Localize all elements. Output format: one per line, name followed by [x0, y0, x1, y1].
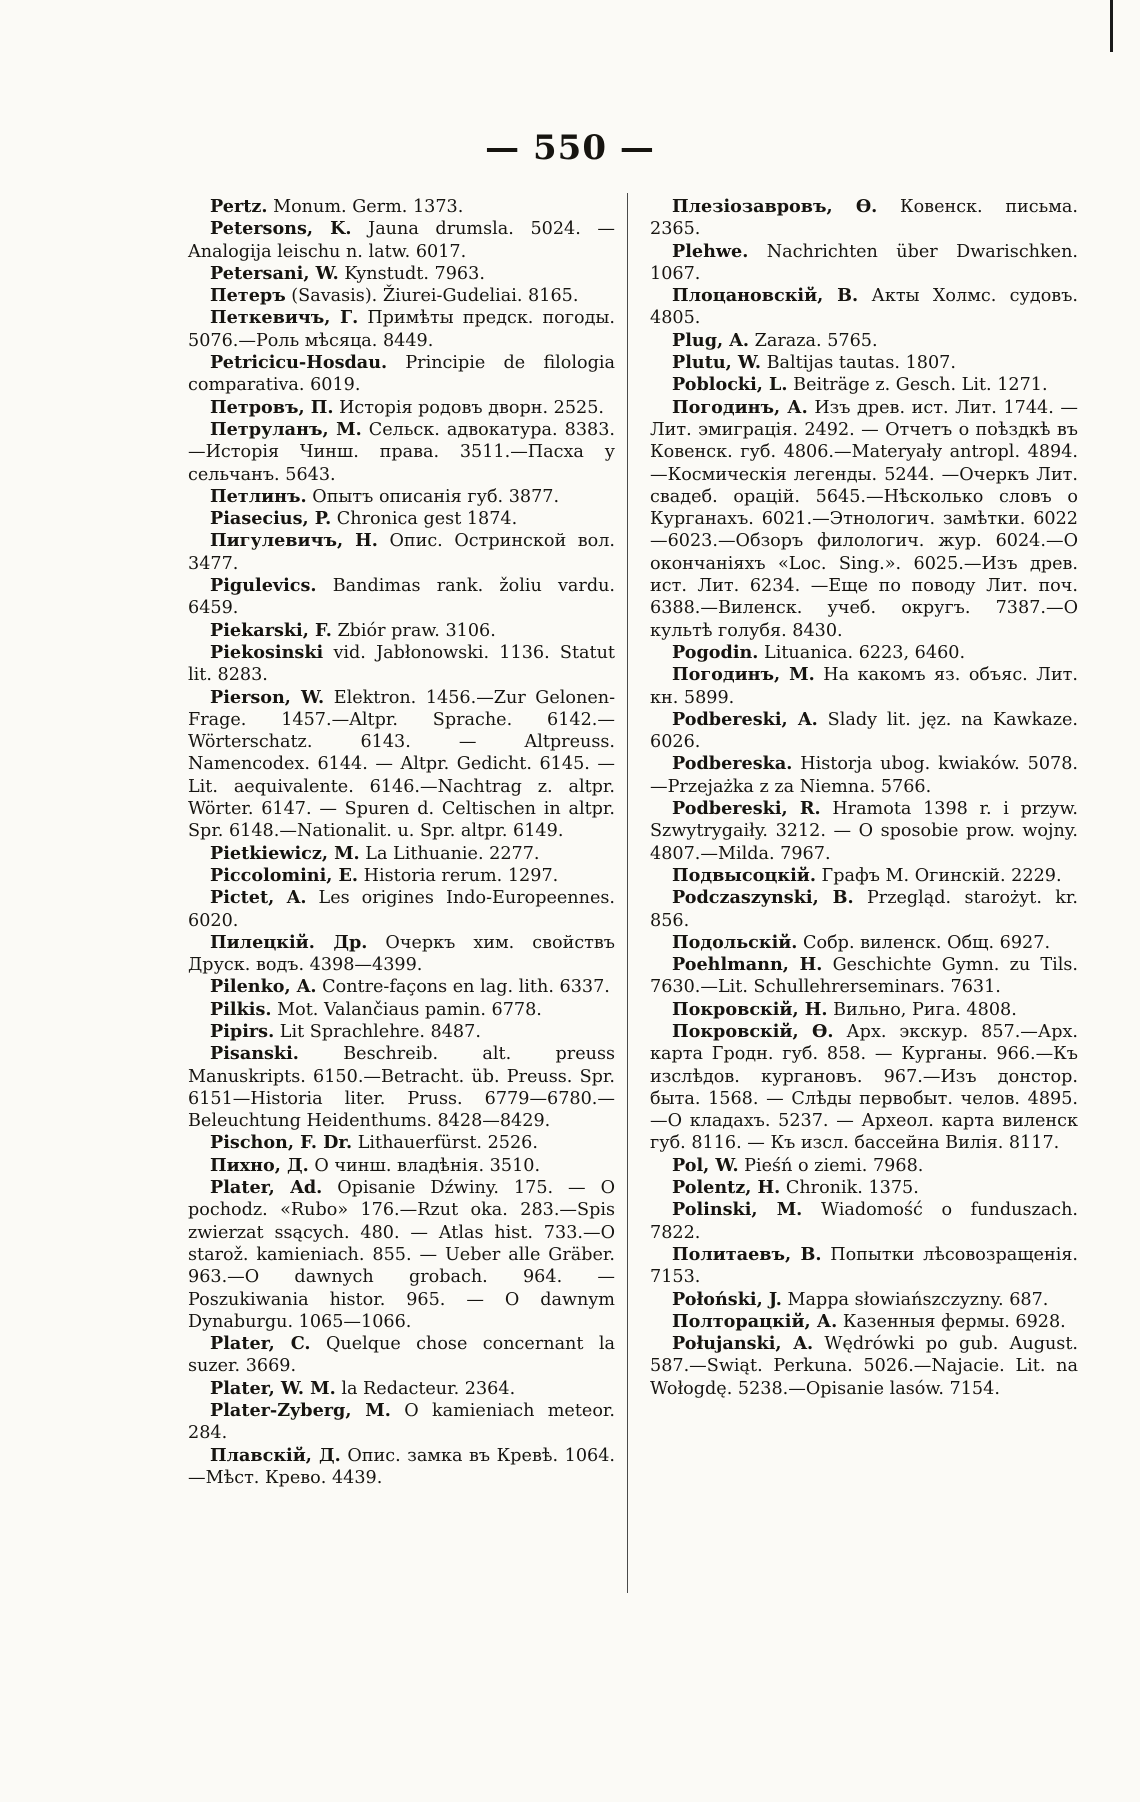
entry-works: Mappa słowiańszczyzny. 687.	[787, 1289, 1049, 1310]
entry-works: Historia rerum. 1297.	[363, 865, 559, 886]
index-entry	[188, 1445, 615, 1490]
index-entry	[188, 1333, 615, 1378]
entry-author: Poehlmann, H.	[672, 954, 823, 976]
entry-author: Podbereski, R.	[672, 798, 821, 820]
entry-works: O kamieniach meteor. 284.	[188, 1401, 615, 1444]
entry-works: Jauna drumsla. 5024. —Analogija leischu n. latw. 6017.	[188, 219, 615, 262]
entry-works: Les origines Indo-Europeennes. 6020.	[188, 888, 615, 931]
entry-author: Pischon, F. Dr.	[210, 1132, 353, 1154]
entry-works: Opisanie Dźwiny. 175. — O pochodz. «Rubo» 176.—Rzut oka. 283.—Spis zwierzat ssących. 480. — Atlas hist. 733.—O starož. kamieniach. 855. — Ueber alle Gräber. 963.—O dawnych grobach. 964. — Poszukiwania histor. 965. — O dawnym Dynaburgu. 1065—1066.	[188, 1178, 616, 1332]
entry-works: О чинш. владѣнія. 3510.	[314, 1155, 541, 1176]
entry-works: Chronica gest 1874.	[336, 509, 518, 530]
index-entry	[650, 330, 1078, 352]
entry-works: Contre-façons en lag. lith. 6337.	[322, 977, 610, 998]
index-entry	[650, 999, 1078, 1021]
entry-author: Плавскій, Д.	[210, 1444, 341, 1466]
entry-works: Bandimas rank. žoliu vardu. 6459.	[188, 576, 616, 619]
entry-author: Plater, W. M.	[210, 1377, 336, 1399]
entry-works: Собр. виленск. Общ. 6927.	[803, 932, 1051, 953]
index-entry	[650, 664, 1078, 709]
page-edge-rule	[1110, 0, 1113, 52]
index-entry	[188, 575, 615, 620]
entry-works: Графъ М. Огинскій. 2229.	[821, 865, 1062, 886]
entry-works: Вильно, Рига. 4808.	[833, 999, 1017, 1020]
entry-author: Погодинъ, А.	[672, 396, 808, 418]
entry-works: Hramota 1398 r. i przyw. Szwytrygaiły. 3212. — O sposobie prow. wojny. 4807.—Milda. 7967.	[650, 799, 1079, 864]
entry-author: Petersons, K.	[210, 218, 352, 240]
entry-works: Изъ древ. ист. Лит. 1744. — Лит. эмиграція. 2492. — Отчетъ о поѣздкѣ въ Ковенск. губ. 4806.—Materyały antropl. 4894.—Космическія легенды. 5244. —Очеркъ Лит. свадеб. орацій. 5645.—Нѣсколько словъ о Курганахъ. 6021.—Этнологич. замѣтки. 6022—6023.—Обзоръ филологич. жур. 6024.—О окончаніяхъ «Loc. Sing.». 6025.—Изъ древ. ист. Лит. 6234. —Еще по поводу Лит. поч. 6388.—Виленск. учеб. округъ. 7387.—О культѣ голубя. 8430.	[650, 397, 1078, 641]
index-entry	[188, 865, 615, 887]
entry-works: Wiadomość o funduszach. 7822.	[650, 1200, 1079, 1243]
entry-author: Plater-Zyberg, M.	[210, 1400, 391, 1422]
index-entry	[650, 1177, 1078, 1199]
entry-author: Плоцановскій, В.	[672, 285, 859, 307]
index-entry	[188, 976, 615, 998]
entry-works: Historja ubog. kwiaków. 5078.—Przejażka z za Niemna. 5766.	[650, 754, 1078, 797]
entry-works: Przegląd. starożyt. kr. 856.	[650, 888, 1079, 931]
index-entry	[188, 397, 615, 419]
entry-works: На какомъ яз. объяс. Лит. кн. 5899.	[650, 665, 1078, 708]
entry-author: Petersani, W.	[210, 262, 339, 284]
entry-author: Пихно, Д.	[210, 1154, 309, 1176]
index-entry	[188, 1132, 615, 1154]
entry-author: Подвысоцкій.	[672, 864, 816, 886]
entry-author: Подольскій.	[672, 931, 798, 953]
entry-author: Piasecius, P.	[210, 508, 332, 530]
entry-works: Примѣты предск. погоды. 5076.—Роль мѣсяца. 8449.	[188, 308, 616, 351]
entry-works: Wędrówki po gub. August. 587.—Swiąt. Perkuna. 5026.—Najacie. Lit. na Wołogdę. 5238.—Opisanie lasów. 7154.	[650, 1334, 1078, 1399]
index-entry	[188, 530, 615, 575]
entry-author: Pipirs.	[210, 1020, 275, 1042]
entry-works: Арх. экскур. 857.—Арх. карта Гродн. губ. 858. — Курганы. 966.—Къ изслѣдов. кургановъ. 967.—Изъ донстор. быта. 1568. — Слѣды первобыт. челов. 4895.—О кладахъ. 5237. — Археол. карта виленск губ. 8116. — Къ изсл. бассейна Вилія. 8117.	[650, 1021, 1079, 1154]
entry-works: Elektron. 1456.—Zur Gelonen-Frage. 1457.—Altpr. Sprache. 6142.—Wörterschatz. 6143. — Altpreuss. Namencodex. 6144. — Altpr. Gedicht. 6145. — Lit. aequivalente. 6146.—Nachtrag z. altpr. Wörter. 6147. — Spuren d. Celtischen in altpr. Spr. 6148.—Nationalit. u. Spr. altpr. 6149.	[188, 687, 616, 842]
entry-works: Principie de filologia comparativa. 6019.	[188, 353, 615, 396]
entry-author: Podbereska.	[672, 753, 793, 775]
entry-works: Zaraza. 5765.	[754, 330, 878, 351]
entry-works: Baltijas tautas. 1807.	[766, 353, 956, 374]
index-entry	[188, 1177, 615, 1333]
index-entry	[188, 263, 615, 285]
entry-works: Beschreib. alt. preuss Manuskripts. 6150.—Betracht. üb. Preuss. Spr. 6151—Historia liter. Pruss. 6779—6780.—Beleuchtung Heidenthums. 8428—8429.	[188, 1044, 616, 1132]
entry-works: Kynstudt. 7963.	[344, 263, 485, 284]
index-entry	[650, 374, 1078, 396]
index-entry	[188, 620, 615, 642]
entry-author: Plutu, W.	[672, 352, 762, 374]
entry-author: Политаевъ, В.	[672, 1243, 822, 1265]
index-entry	[188, 687, 615, 843]
index-entry	[188, 999, 615, 1021]
entry-author: Piekarski, F.	[210, 619, 332, 641]
index-entry	[650, 1199, 1078, 1244]
entry-works: Ковенск. письма. 2365.	[650, 197, 1078, 240]
entry-author: Покровскій, Н.	[672, 998, 828, 1020]
index-entry	[650, 753, 1078, 798]
entry-works: vid. Jabłonowski. 1136. Statut lit. 8283.	[188, 642, 615, 686]
index-entry	[650, 709, 1078, 754]
index-entry	[650, 887, 1078, 932]
index-entry	[650, 1244, 1078, 1289]
index-entry	[650, 196, 1078, 241]
entry-author: Podczaszynski, B.	[672, 887, 854, 909]
entry-works: Казенныя фермы. 6928.	[842, 1311, 1066, 1332]
entry-works: Очеркъ хим. свойствъ Друск. водъ. 4398—4399.	[188, 932, 616, 976]
index-entry	[188, 843, 615, 865]
entry-author: Pilenko, A.	[210, 976, 317, 998]
entry-author: Полторацкій, А.	[672, 1310, 838, 1332]
index-column-left	[188, 196, 615, 1489]
entry-author: Pictet, A.	[210, 887, 307, 909]
index-entry	[188, 307, 615, 352]
entry-author: Petricicu-Hosdau.	[210, 352, 388, 374]
index-entry	[188, 1400, 615, 1445]
page-number: — 550 —	[485, 128, 655, 168]
entry-author: Polentz, H.	[672, 1177, 781, 1199]
column-divider	[627, 193, 628, 1593]
entry-author: Петеръ	[210, 285, 286, 307]
index-entry	[188, 1155, 615, 1177]
entry-works: Опис. замка въ Кревѣ. 1064.—Мѣст. Крево. 4439.	[188, 1445, 615, 1488]
index-column-right	[650, 196, 1078, 1400]
index-entry	[188, 642, 615, 687]
index-entry	[650, 932, 1078, 954]
entry-author: Poblocki, L.	[672, 374, 788, 396]
index-entry	[188, 887, 615, 932]
entry-author: Pol, W.	[672, 1154, 739, 1176]
entry-author: Połujanski, A.	[672, 1333, 814, 1355]
entry-works: Lit Sprachlehre. 8487.	[279, 1021, 481, 1042]
index-entry	[188, 1043, 615, 1132]
entry-author: Плезіозавровъ, Ѳ.	[672, 196, 878, 217]
entry-works: Mot. Valančiaus pamin. 6778.	[277, 999, 542, 1020]
entry-author: Polinski, M.	[672, 1199, 803, 1221]
entry-author: Plater, Ad.	[210, 1177, 323, 1199]
entry-author: Pierson, W.	[210, 686, 325, 708]
entry-works: Zbiór praw. 3106.	[337, 620, 496, 641]
entry-author: Plehwe.	[672, 240, 749, 262]
entry-works: Сельск. адвокатура. 8383.—Исторія Чинш. права. 3511.—Пасха у сельчанъ. 5643.	[188, 419, 616, 485]
index-entry	[188, 352, 615, 397]
index-entry	[650, 1311, 1078, 1333]
entry-works: Monum. Germ. 1373.	[273, 197, 464, 217]
entry-works: la Redacteur. 2364.	[341, 1378, 516, 1399]
index-entry	[650, 954, 1078, 999]
entry-works: Опытъ описанія губ. 3877.	[312, 486, 560, 507]
index-entry	[188, 218, 615, 263]
entry-works: Акты Холмс. судовъ. 4805.	[650, 286, 1078, 329]
entry-works: Pieśń o ziemi. 7968.	[744, 1155, 924, 1176]
entry-author: Pisanski.	[210, 1043, 299, 1065]
index-entry	[650, 865, 1078, 887]
index-entry	[650, 352, 1078, 374]
entry-author: Покровскій, Ѳ.	[672, 1020, 834, 1042]
entry-author: Pertz.	[210, 196, 268, 217]
entry-works: Lituanica. 6223, 6460.	[764, 642, 966, 663]
index-entry	[188, 932, 615, 977]
index-entry	[650, 642, 1078, 664]
index-entry	[650, 798, 1078, 865]
index-entry	[188, 508, 615, 530]
index-entry	[188, 486, 615, 508]
entry-works: Nachrichten über Dwarischken. 1067.	[650, 241, 1079, 284]
entry-author: Петлинъ.	[210, 485, 307, 507]
entry-author: Podbereski, A.	[672, 708, 818, 730]
entry-works: Попытки лѣсовозращенія. 7153.	[650, 1244, 1079, 1288]
entry-author: Plug, A.	[672, 329, 750, 351]
entry-works: Slady lit. jęz. na Kawkaze. 6026.	[650, 709, 1079, 753]
index-entry	[188, 285, 615, 307]
entry-author: Пигулевичъ, Н.	[210, 530, 378, 552]
entry-author: Pilkis.	[210, 998, 272, 1020]
entry-works: Geschichte Gymn. zu Tils. 7630.—Lit. Schullehrerseminars. 7631.	[650, 955, 1079, 998]
entry-author: Петровъ, П.	[210, 396, 334, 418]
entry-author: Piccolomini, E.	[210, 864, 359, 886]
entry-author: Пилецкій. Др.	[210, 931, 368, 953]
index-entry	[650, 285, 1078, 330]
index-entry	[650, 241, 1078, 286]
entry-author: Pogodin.	[672, 641, 759, 663]
index-entry	[650, 397, 1078, 642]
index-entry	[650, 1333, 1078, 1400]
entry-works: La Lithuanie. 2277.	[365, 843, 540, 864]
entry-works: Опис. Остринской вол. 3477.	[188, 531, 616, 574]
entry-works: Chronik. 1375.	[785, 1178, 919, 1199]
index-entry	[650, 1021, 1078, 1155]
entry-author: Plater, C.	[210, 1333, 311, 1355]
entry-works: Beiträge z. Gesch. Lit. 1271.	[793, 375, 1048, 396]
entry-author: Погодинъ, М.	[672, 664, 815, 686]
index-entry	[188, 1378, 615, 1400]
index-entry	[650, 1155, 1078, 1177]
index-entry	[188, 419, 615, 486]
entry-author: Петруланъ, М.	[210, 418, 362, 440]
entry-works: Quelque chose concernant la suzer. 3669.	[188, 1334, 615, 1377]
entry-author: Pigulevics.	[210, 575, 317, 597]
entry-author: Połoński, J.	[672, 1288, 782, 1310]
entry-author: Piekosinski	[210, 641, 324, 663]
entry-works: Lithauerfürst. 2526.	[357, 1133, 538, 1154]
entry-author: Pietkiewicz, M.	[210, 842, 360, 864]
entry-works: Исторія родовъ дворн. 2525.	[339, 397, 605, 418]
index-entry	[650, 1289, 1078, 1311]
entry-author: Петкевичъ, Г.	[210, 307, 359, 329]
index-entry	[188, 196, 615, 218]
index-entry	[188, 1021, 615, 1043]
entry-works: (Savasis). Žiurei-Gudeliai. 8165.	[291, 286, 579, 307]
